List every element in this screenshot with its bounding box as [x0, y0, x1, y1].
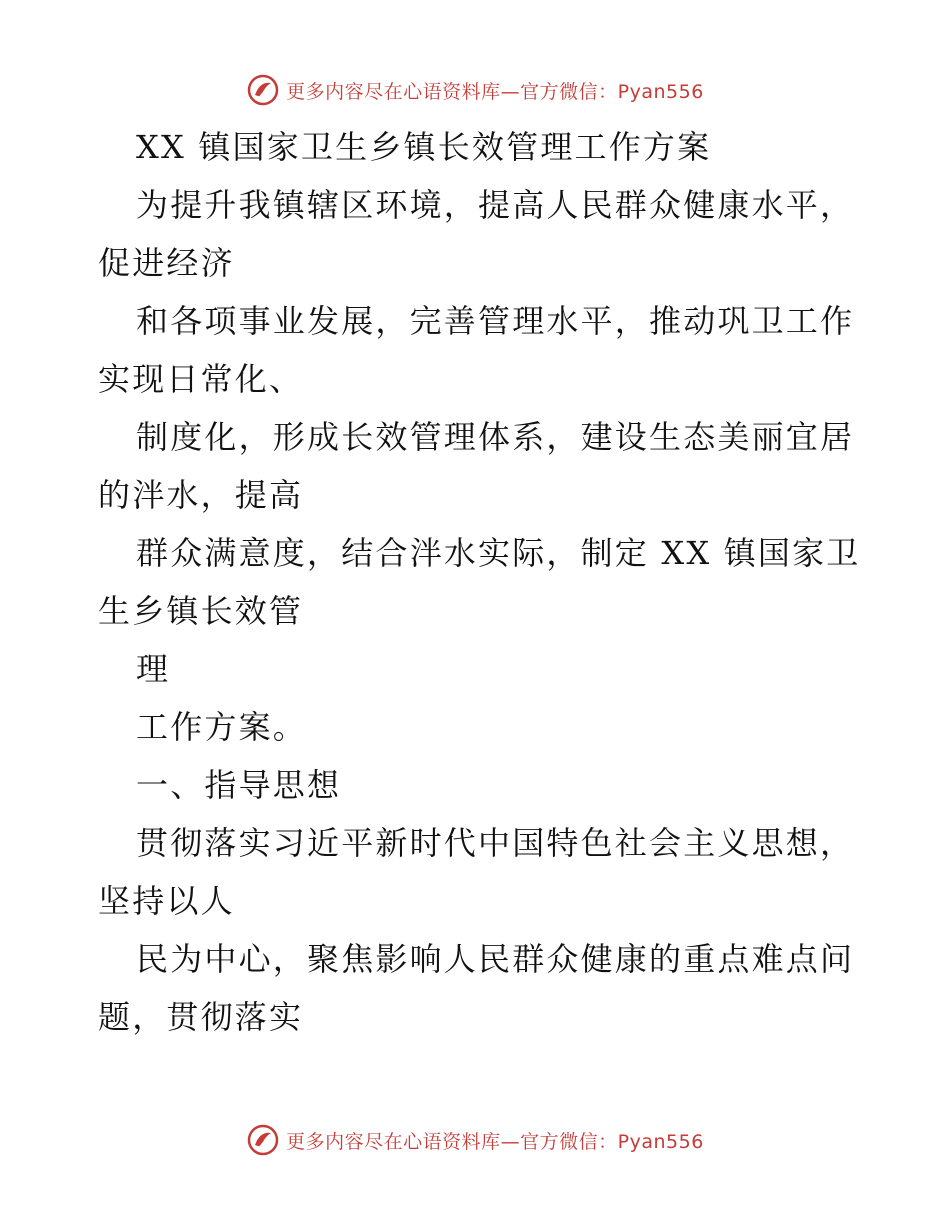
- logo-icon: [246, 73, 280, 107]
- watermark-text: 更多内容尽在心语资料库—官方微信：Pyan556: [286, 1130, 704, 1153]
- paragraph-line: 生乡镇长效管: [98, 592, 304, 630]
- document-body: [98, 118, 861, 1046]
- logo-icon: [246, 1123, 280, 1157]
- paragraph-line: 制度化，形成长效管理体系，建设生态美丽宜居: [136, 418, 855, 456]
- document-title: XX 镇国家卫生乡镇长效管理工作方案: [136, 128, 712, 166]
- watermark-text: 更多内容尽在心语资料库—官方微信：Pyan556: [286, 80, 704, 103]
- paragraph-line: 为提升我镇辖区环境，提高人民群众健康水平，: [136, 186, 855, 224]
- paragraph-line: 和各项事业发展，完善管理水平，推动巩卫工作: [136, 302, 855, 340]
- watermark-footer: [0, 1120, 950, 1160]
- watermark-header: [0, 70, 950, 110]
- paragraph-line: 题，贯彻落实: [98, 998, 304, 1036]
- paragraph-line: 坚持以人: [98, 882, 235, 920]
- paragraph-line: 工作方案。: [136, 708, 308, 746]
- paragraph-line: 促进经济: [98, 244, 235, 282]
- paragraph-line: 民为中心，聚焦影响人民群众健康的重点难点问: [136, 940, 855, 978]
- paragraph-line: 实现日常化、: [98, 360, 304, 398]
- paragraph-line: 一、指导思想: [136, 766, 342, 804]
- paragraph-line: 理: [136, 650, 171, 688]
- paragraph-line: 群众满意度，结合泮水实际，制定 XX 镇国家卫: [136, 534, 861, 572]
- paragraph-line: 贯彻落实习近平新时代中国特色社会主义思想，: [136, 824, 855, 862]
- paragraph-line: 的泮水，提高: [98, 476, 304, 514]
